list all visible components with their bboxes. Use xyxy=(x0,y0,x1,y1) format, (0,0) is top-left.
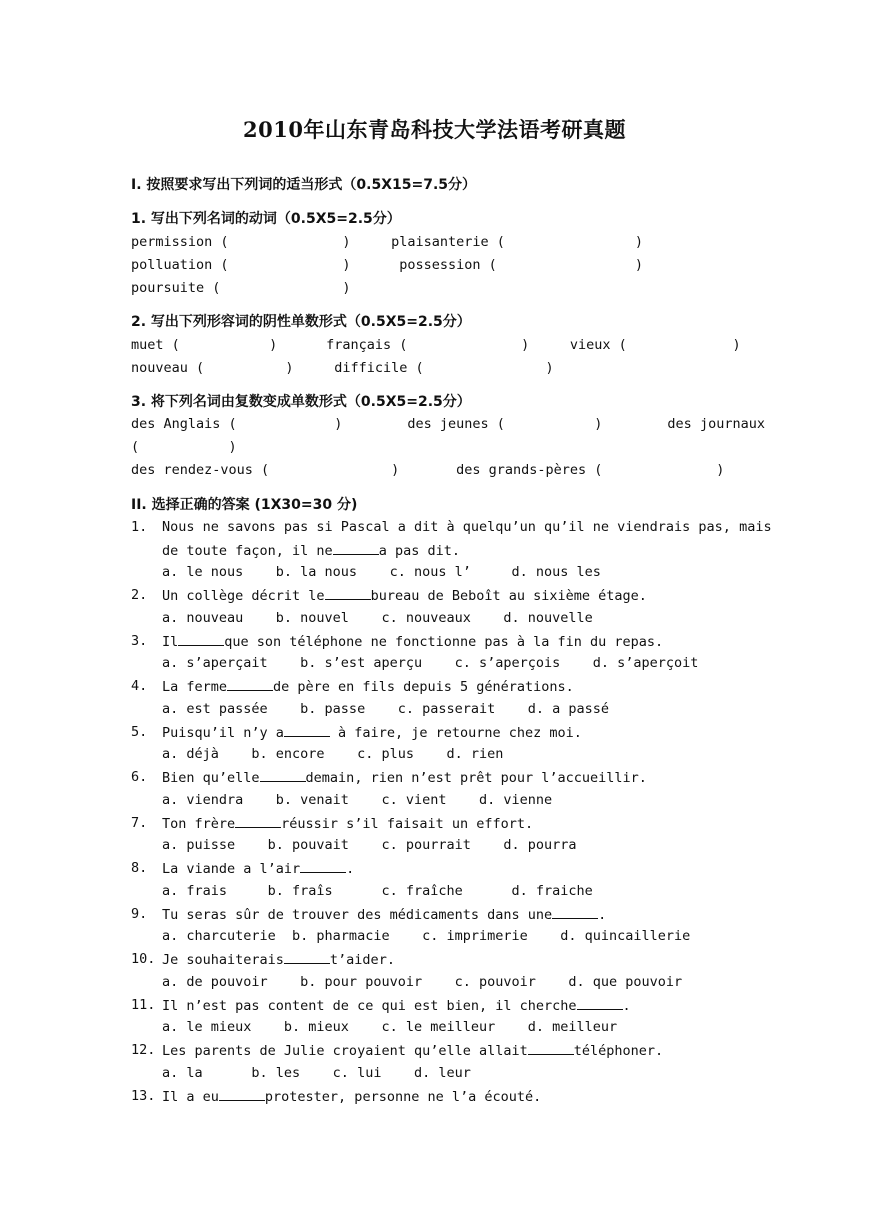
question-text-after-blank: téléphoner. xyxy=(573,1043,664,1059)
question-text xyxy=(162,677,574,696)
part1-line2: polluation ( ) possession ( ) xyxy=(131,257,644,273)
question-text xyxy=(162,859,354,878)
question-text-after-blank: t’aider. xyxy=(329,952,395,968)
question-text xyxy=(162,586,647,605)
question-continuation xyxy=(162,541,460,560)
question-text xyxy=(162,768,647,787)
part3-heading: 3. 将下列名词由复数变成单数形式（0.5X5=2.5分） xyxy=(131,394,471,410)
answer-blank xyxy=(300,859,346,873)
question-text-before-blank: Il a eu xyxy=(162,1089,219,1105)
question-text-before-blank: Il n’est pas content de ce qui est bien, il cherche xyxy=(162,998,577,1014)
question-number: 7. xyxy=(131,815,148,831)
answer-blank xyxy=(227,677,273,691)
question-text-before-blank: Les parents de Julie croyaient qu’elle allait xyxy=(162,1043,528,1059)
part3-line2: ( ) xyxy=(131,439,237,455)
question-text-after-blank: . xyxy=(346,861,355,877)
answer-blank xyxy=(178,632,224,646)
question-options: a. viendra b. venait c. vient d. vienne xyxy=(162,792,553,808)
answer-blank xyxy=(284,723,330,737)
answer-blank xyxy=(577,996,623,1010)
question-options: a. la b. les c. lui d. leur xyxy=(162,1065,471,1081)
question-options: a. puisse b. pouvait c. pourrait d. pourra xyxy=(162,837,577,853)
question-text-after-blank: que son téléphone ne fonctionne pas à la fin du repas. xyxy=(224,634,664,650)
question-options: a. frais b. fraîs c. fraîche d. fraiche xyxy=(162,883,593,899)
question-number: 1. xyxy=(131,519,148,535)
part2-line1: muet ( ) français ( ) vieux ( ) xyxy=(131,337,741,353)
question-text-before-blank: La ferme xyxy=(162,679,228,695)
part2-line2: nouveau ( ) difficile ( ) xyxy=(131,360,554,376)
question-text xyxy=(162,632,663,651)
question-text-after-blank: . xyxy=(622,998,631,1014)
question-text-after-blank: bureau de Beboît au sixième étage. xyxy=(370,588,647,604)
question-options: a. de pouvoir b. pour pouvoir c. pouvoir d. que pouvoir xyxy=(162,974,683,990)
question-number: 6. xyxy=(131,769,148,785)
question-text-after-blank: protester, personne ne l’a écouté. xyxy=(264,1089,542,1105)
question-number: 8. xyxy=(131,860,148,876)
answer-blank xyxy=(528,1041,574,1055)
question-text xyxy=(162,1041,663,1060)
question-text xyxy=(162,905,606,924)
question-number: 11. xyxy=(131,997,156,1013)
question-text-before-blank: Il xyxy=(162,634,179,650)
question-text-after-blank: . xyxy=(598,907,607,923)
question-text-before-blank: Ton frère xyxy=(162,816,236,832)
part1-line1: permission ( ) plaisanterie ( ) xyxy=(131,234,644,250)
answer-blank xyxy=(552,905,598,919)
question-number: 5. xyxy=(131,724,148,740)
answer-blank xyxy=(284,950,330,964)
question-text xyxy=(162,1087,541,1106)
answer-blank xyxy=(219,1087,265,1101)
question-text-after-blank: a pas dit. xyxy=(378,543,460,559)
question-text-before-blank: Tu seras sûr de trouver des médicaments dans une xyxy=(162,907,553,923)
question-text-after-blank: demain, rien n’est prêt pour l’accueillir. xyxy=(305,770,647,786)
page-title: 2010年山东青岛科技大学法语考研真题 xyxy=(243,117,626,142)
question-text: Nous ne savons pas si Pascal a dit à quelqu’un qu’il ne viendrais pas, mais xyxy=(162,519,772,535)
question-text-after-blank: à faire, je retourne chez moi. xyxy=(329,725,582,741)
question-number: 9. xyxy=(131,906,148,922)
question-text-before-blank: La viande a l’air xyxy=(162,861,301,877)
question-text-before-blank: Un collège décrit le xyxy=(162,588,325,604)
part3-line3: des rendez-vous ( ) des grands-pères ( ) xyxy=(131,462,725,478)
question-text-after-blank: de père en fils depuis 5 générations. xyxy=(273,679,574,695)
question-text xyxy=(162,814,533,833)
question-options: a. nouveau b. nouvel c. nouveaux d. nouvelle xyxy=(162,610,593,626)
part1-heading: 1. 写出下列名词的动词（0.5X5=2.5分） xyxy=(131,211,401,227)
question-options: a. charcuterie b. pharmacie c. imprimerie d. quincaillerie xyxy=(162,928,691,944)
question-number: 10. xyxy=(131,951,156,967)
answer-blank xyxy=(260,768,306,782)
part2-heading: 2. 写出下列形容词的阴性单数形式（0.5X5=2.5分） xyxy=(131,314,471,330)
question-text-before-blank: Puisqu’il n’y a xyxy=(162,725,284,741)
question-text xyxy=(162,996,631,1015)
question-options: a. le nous b. la nous c. nous l’ d. nous les xyxy=(162,564,601,580)
answer-blank xyxy=(325,586,371,600)
question-number: 4. xyxy=(131,678,148,694)
question-options: a. déjà b. encore c. plus d. rien xyxy=(162,746,504,762)
question-number: 12. xyxy=(131,1042,156,1058)
question-number: 3. xyxy=(131,633,148,649)
answer-blank xyxy=(235,814,281,828)
question-text-before-blank: Bien qu’elle xyxy=(162,770,260,786)
question-options: a. s’aperçait b. s’est aperçu c. s’aperçois d. s’aperçoit xyxy=(162,655,699,671)
part3-line1: des Anglais ( ) des jeunes ( ) des journaux xyxy=(131,416,765,432)
answer-blank xyxy=(333,541,379,555)
question-number: 2. xyxy=(131,587,148,603)
question-text-after-blank: réussir s’il faisait un effort. xyxy=(281,816,534,832)
question-text-before-blank: Je souhaiterais xyxy=(162,952,284,968)
question-number: 13. xyxy=(131,1088,156,1104)
question-options: a. est passée b. passe c. passerait d. a passé xyxy=(162,701,610,717)
question-text xyxy=(162,723,582,742)
question-options: a. le mieux b. mieux c. le meilleur d. meilleur xyxy=(162,1019,618,1035)
question-text-before-blank: de toute façon, il ne xyxy=(162,543,333,559)
part1-line3: poursuite ( ) xyxy=(131,280,351,296)
question-text xyxy=(162,950,395,969)
section2-heading: II. 选择正确的答案 (1X30=30 分) xyxy=(131,497,358,513)
section1-heading: I. 按照要求写出下列词的适当形式（0.5X15=7.5分） xyxy=(131,177,477,193)
